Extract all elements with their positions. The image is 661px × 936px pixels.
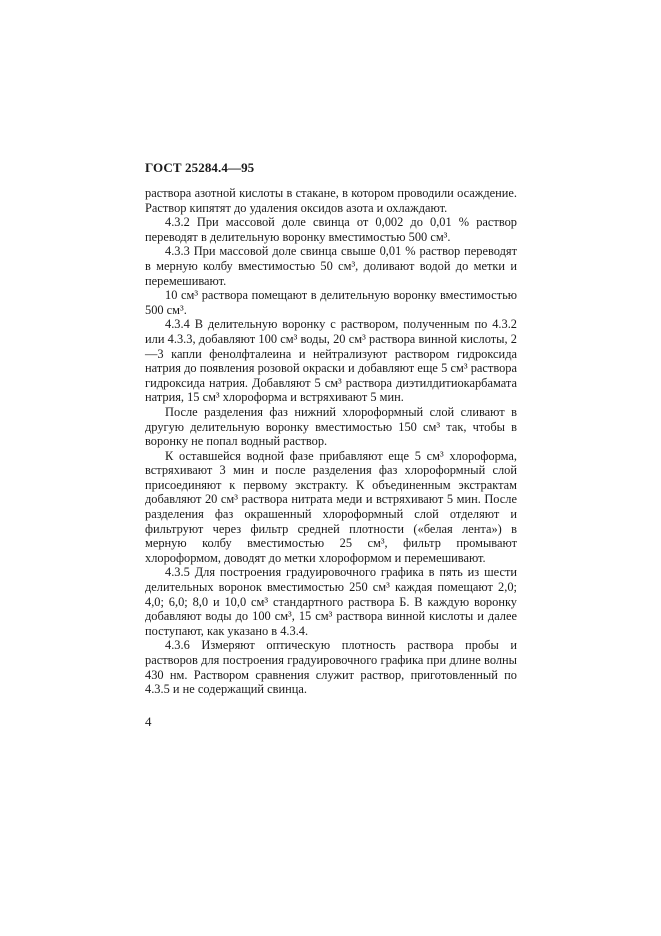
- document-body: [145, 186, 517, 697]
- paragraph-4-3-5: 4.3.5 Для построения градуировочного графика в пять из шести делительных воронок вместимостью 250 см³ каждая помещают 2,0; 4,0; 6,0; 8,0 и 10,0 см³ стандартного раствора Б. В каждую воронку добавляют воды до 100 см³, 15 см³ раствора винной кислоты и далее поступают, как указано в 4.3.4.: [145, 565, 517, 638]
- paragraph-4-3-6: 4.3.6 Измеряют оптическую плотность раствора пробы и растворов для построения градуировочного графика при длине волны 430 нм. Раствором сравнения служит раствор, приготовленный по 4.3.5 и не содержащий свинца.: [145, 638, 517, 697]
- page-number: 4: [145, 714, 152, 729]
- paragraph-4-3-3: 4.3.3 При массовой доле свинца свыше 0,01 % раствор переводят в мерную колбу вместимостью 50 см³, доливают водой до метки и перемешивают.: [145, 244, 517, 288]
- paragraph-continuation: раствора азотной кислоты в стакане, в котором проводили осаждение. Раствор кипятят до удаления оксидов азота и охлаждают.: [145, 186, 517, 215]
- paragraph-phase-separation: После разделения фаз нижний хлороформный слой сливают в другую делительную воронку вместимостью 150 см³ так, чтобы в воронку не попал водный раствор.: [145, 404, 517, 449]
- paragraph-second-extraction: К оставшейся водной фазе прибавляют еще 5 см³ хлороформа, встряхивают 3 мин и после разделения фаз хлороформный слой присоединяют к первому экстракту. К объединенным экстрактам добавляют 20 см³ раствора нитрата меди и встряхивают 5 мин. После разделения фаз окрашенный хлороформный слой отделяют и фильтруют через фильтр средней плотности («белая лента») в мерную колбу вместимостью 25 см³, фильтр промывают хлороформом, доводят до метки хлороформом и перемешивают.: [145, 448, 517, 565]
- document-header: ГОСТ 25284.4—95: [145, 160, 255, 175]
- paragraph-4-3-2: 4.3.2 При массовой доле свинца от 0,002 до 0,01 % раствор переводят в делительную воронку вместимостью 500 см³.: [145, 215, 517, 244]
- paragraph-aliquot: 10 см³ раствора помещают в делительную воронку вместимостью 500 см³.: [145, 288, 517, 317]
- paragraph-4-3-4: 4.3.4 В делительную воронку с раствором, полученным по 4.3.2 или 4.3.3, добавляют 100 см³ воды, 20 см³ раствора винной кислоты, 2—3 капли фенолфталеина и нейтрализуют раствором гидроксида натрия до появления розовой окраски и добавляют еще 5 см³ раствора гидроксида натрия. Добавляют 5 см³ раствора диэтилдитиокарбамата натрия, 15 см³ хлороформа и встряхивают 5 мин.: [145, 317, 517, 405]
